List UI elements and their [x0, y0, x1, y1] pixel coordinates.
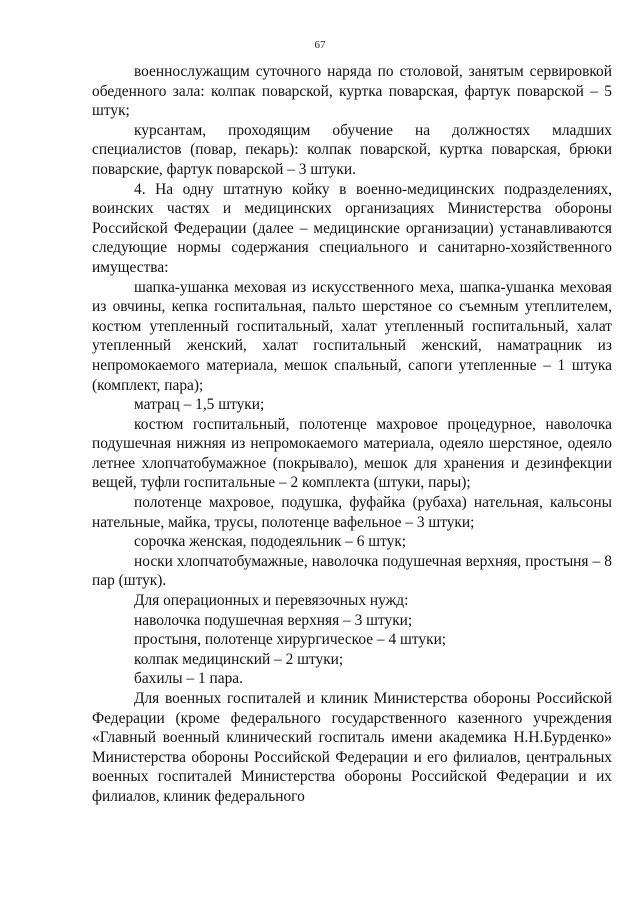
paragraph: костюм госпитальный, полотенце махровое процедурное, наволочка подушечная нижняя из непромокаемого материала, одеяло шерстяное, одеяло летнее хлопчатобумажное (покрывало), мешок для хранения и дезинфекции вещей, туфли госпитальные – 2 комплекта (штуки, пары); — [92, 415, 612, 492]
paragraph: матрац – 1,5 штуки; — [134, 396, 265, 414]
document-body — [92, 62, 612, 807]
paragraph: простыня, полотенце хирургическое – 4 штуки; — [134, 631, 447, 649]
paragraph: сорочка женская, пододеяльник – 6 штук; — [134, 533, 407, 551]
page-number: 67 — [314, 39, 326, 51]
paragraph: полотенце махровое, подушка, фуфайка (рубаха) нательная, кальсоны нательные, майка, трусы, полотенце вафельное – 3 штуки; — [92, 494, 612, 531]
paragraph: бахилы – 1 пара. — [134, 670, 243, 688]
paragraph: носки хлопчатобумажные, наволочка подушечная верхняя, простыня – 8 пар (штук). — [92, 552, 612, 590]
paragraph: наволочка подушечная верхняя – 3 штуки; — [134, 611, 413, 629]
paragraph: военнослужащим суточного наряда по столовой, занятым сервировкой обеденного зала: колпак поварской, куртка поварская, фартук поварской – 5 штук; — [92, 63, 612, 120]
paragraph: 4. На одну штатную койку в военно-медицинских подразделениях, воинских частях и медицинских организациях Министерства обороны Российской Федерации (далее – медицинские организации) устанавливаются следующие нормы содержания специального и санитарно-хозяйственного имущества: — [92, 180, 612, 276]
paragraph: Для операционных и перевязочных нужд: — [134, 592, 409, 610]
paragraph: Для военных госпиталей и клиник Министерства обороны Российской Федерации (кроме федерального государственного казенного учреждения «Главный военный клинический госпиталь имени академика Н.Н.Бурденко» Министерства обороны Российской Федерации и его филиалов, центральных военных госпиталей Министерства обороны Российской Федерации и их филиалов, клиник федерального — [92, 690, 612, 805]
paragraph: шапка-ушанка меховая из искусственного меха, шапка-ушанка меховая из овчины, кепка госпитальная, пальто шерстяное со съемным утеплителем, костюм утепленный госпитальный, халат утепленный госпитальный, халат утепленный женский, халат госпитальный женский, наматрацник из непромокаемого материала, мешок спальный, сапоги утепленные – 1 штука (комплект, пара); — [92, 278, 612, 394]
paragraph: курсантам, проходящим обучение на должностях младших специалистов (повар, пекарь): колпак поварской, куртка поварская, брюки поварские, фартук поварской – 3 штуки. — [92, 121, 612, 178]
paragraph: колпак медицинский – 2 штуки; — [134, 650, 344, 668]
